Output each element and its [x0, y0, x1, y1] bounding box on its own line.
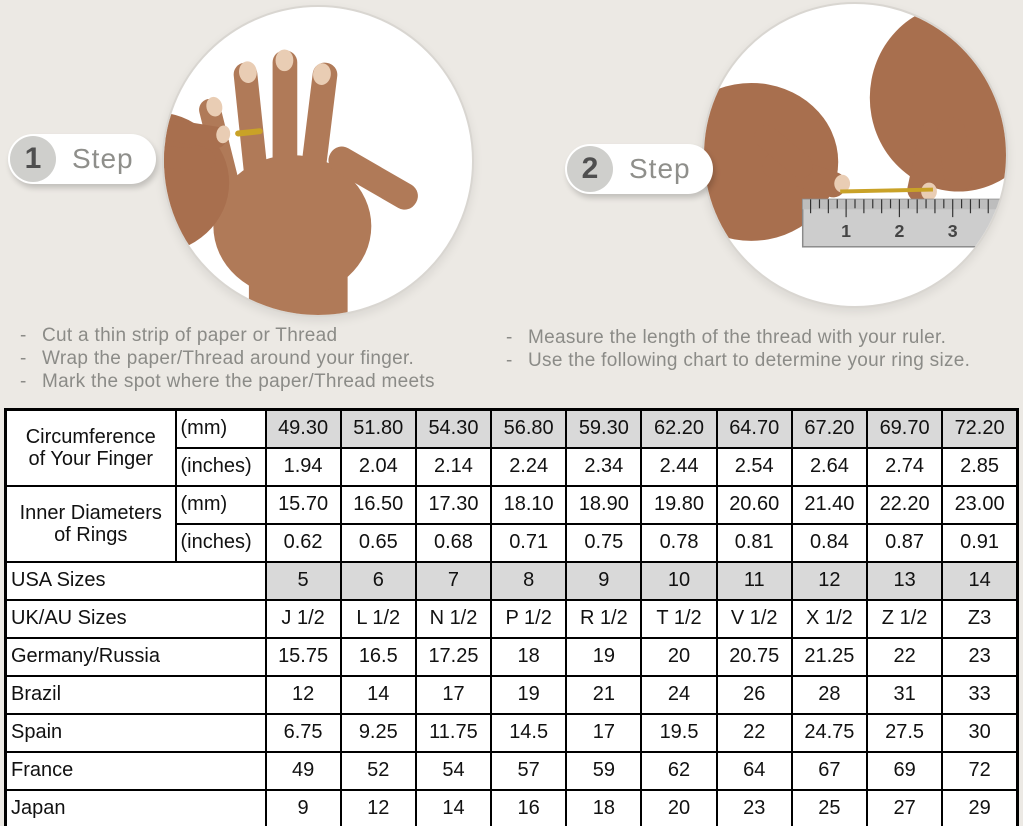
size-value-cell: 15.70: [266, 486, 341, 524]
size-value-cell: 27.5: [867, 714, 942, 752]
size-value-cell: 49: [266, 752, 341, 790]
size-value-cell: 6: [341, 562, 416, 600]
row-group-label-line: Inner Diameters: [19, 501, 162, 524]
size-value-cell: 9: [266, 790, 341, 826]
size-value-cell: 59: [566, 752, 641, 790]
size-value-cell: 2.85: [942, 448, 1017, 486]
size-value-cell: 14: [341, 676, 416, 714]
bullet-dash: -: [20, 348, 27, 369]
size-value-cell: 18: [491, 638, 566, 676]
size-value-cell: 2.34: [566, 448, 641, 486]
size-value-cell: 2.74: [867, 448, 942, 486]
size-value-cell: 13: [867, 562, 942, 600]
size-value-cell: 19.5: [641, 714, 716, 752]
bullet-dash: -: [506, 350, 513, 371]
instructional-header: [0, 0, 1023, 408]
row-label-cell: Japan: [6, 790, 266, 826]
size-value-cell: 0.68: [416, 524, 491, 562]
size-value-cell: 23: [942, 638, 1017, 676]
ruler: [803, 199, 1000, 246]
size-value-cell: 24.75: [792, 714, 867, 752]
row-group-label-line: of Rings: [54, 523, 128, 546]
size-value-cell: 21.25: [792, 638, 867, 676]
size-value-cell: 10: [641, 562, 716, 600]
size-value-cell: 0.75: [566, 524, 641, 562]
size-value-cell: 28: [792, 676, 867, 714]
size-value-cell: 19: [566, 638, 641, 676]
size-value-cell: 0.62: [266, 524, 341, 562]
instruction-text: Measure the length of the thread with your ruler.: [528, 327, 947, 348]
size-value-cell: 0.91: [942, 524, 1017, 562]
step1-number: 1: [10, 136, 56, 182]
size-value-cell: 19: [491, 676, 566, 714]
size-value-cell: 52: [341, 752, 416, 790]
size-value-cell: 9.25: [341, 714, 416, 752]
size-value-cell: 25: [792, 790, 867, 826]
size-value-cell: 23.00: [942, 486, 1017, 524]
size-value-cell: 20: [641, 638, 716, 676]
size-value-cell: 9: [566, 562, 641, 600]
size-value-cell: 19.80: [641, 486, 716, 524]
ruler-number-3: 3: [947, 220, 958, 241]
size-value-cell: 20: [641, 790, 716, 826]
row-label-cell: UK/AU Sizes: [6, 600, 266, 638]
size-value-cell: 1.94: [266, 448, 341, 486]
size-value-cell: 69.70: [867, 410, 942, 448]
size-value-cell: 22: [717, 714, 792, 752]
size-value-cell: 33: [942, 676, 1017, 714]
hand-thread-illustration: [164, 7, 472, 315]
size-value-cell: 0.71: [491, 524, 566, 562]
size-value-cell: 29: [942, 790, 1017, 826]
size-value-cell: 2.04: [341, 448, 416, 486]
table-row: [6, 714, 1018, 752]
unit-cell: (mm): [176, 410, 266, 448]
row-group-label-cell: [6, 410, 176, 486]
table-row: [6, 676, 1018, 714]
size-value-cell: Z 1/2: [867, 600, 942, 638]
size-value-cell: 31: [867, 676, 942, 714]
table-row: [6, 410, 1018, 448]
size-value-cell: P 1/2: [491, 600, 566, 638]
unit-cell: (inches): [176, 448, 266, 486]
size-value-cell: 12: [266, 676, 341, 714]
step2-photo-measuring-with-ruler: [702, 2, 1008, 308]
size-value-cell: 62.20: [641, 410, 716, 448]
size-value-cell: 16.50: [341, 486, 416, 524]
size-value-cell: 17: [416, 676, 491, 714]
size-value-cell: 69: [867, 752, 942, 790]
size-value-cell: 51.80: [341, 410, 416, 448]
size-value-cell: 17: [566, 714, 641, 752]
size-value-cell: 17.25: [416, 638, 491, 676]
ring-size-chart-table: [4, 408, 1019, 826]
table-row: [6, 486, 1018, 524]
size-value-cell: 64.70: [717, 410, 792, 448]
size-value-cell: 0.65: [341, 524, 416, 562]
size-value-cell: 2.14: [416, 448, 491, 486]
instruction-line: [20, 324, 490, 347]
table-row: [6, 562, 1018, 600]
size-value-cell: 56.80: [491, 410, 566, 448]
row-label-cell: Germany/Russia: [6, 638, 266, 676]
size-value-cell: 23: [717, 790, 792, 826]
size-value-cell: 22.20: [867, 486, 942, 524]
row-group-label-cell: [6, 486, 176, 562]
table-row: [6, 638, 1018, 676]
size-value-cell: 2.64: [792, 448, 867, 486]
instruction-text: Mark the spot where the paper/Thread meets: [42, 371, 435, 392]
row-label-cell: France: [6, 752, 266, 790]
size-value-cell: 12: [341, 790, 416, 826]
size-value-cell: 5: [266, 562, 341, 600]
size-value-cell: 11.75: [416, 714, 491, 752]
unit-cell: (inches): [176, 524, 266, 562]
size-value-cell: 14: [416, 790, 491, 826]
size-value-cell: 6.75: [266, 714, 341, 752]
size-value-cell: V 1/2: [717, 600, 792, 638]
size-value-cell: J 1/2: [266, 600, 341, 638]
row-group-label-line: of Your Finger: [28, 447, 154, 470]
size-value-cell: 8: [491, 562, 566, 600]
size-value-cell: 54: [416, 752, 491, 790]
size-value-cell: 2.44: [641, 448, 716, 486]
size-value-cell: 20.75: [717, 638, 792, 676]
size-value-cell: 26: [717, 676, 792, 714]
size-value-cell: Z3: [942, 600, 1017, 638]
unit-cell: (mm): [176, 486, 266, 524]
size-value-cell: 49.30: [266, 410, 341, 448]
size-value-cell: 18.10: [491, 486, 566, 524]
size-value-cell: T 1/2: [641, 600, 716, 638]
row-label-cell: Spain: [6, 714, 266, 752]
size-value-cell: 21: [566, 676, 641, 714]
step1-instructions: [20, 324, 490, 393]
ruler-number-1: 1: [841, 220, 852, 241]
size-value-cell: X 1/2: [792, 600, 867, 638]
step1-badge: [8, 134, 156, 184]
step2-badge: [565, 144, 713, 194]
size-value-cell: L 1/2: [341, 600, 416, 638]
row-label-cell: Brazil: [6, 676, 266, 714]
size-value-cell: 59.30: [566, 410, 641, 448]
size-value-cell: R 1/2: [566, 600, 641, 638]
step2-label: Step: [629, 153, 691, 184]
table-row: [6, 790, 1018, 826]
size-value-cell: 20.60: [717, 486, 792, 524]
size-value-cell: 21.40: [792, 486, 867, 524]
size-value-cell: 2.54: [717, 448, 792, 486]
bullet-dash: -: [506, 327, 513, 348]
step1-photo-hand-with-thread: [162, 5, 474, 317]
step1-label: Step: [72, 143, 134, 174]
size-value-cell: 14: [942, 562, 1017, 600]
size-value-cell: 72.20: [942, 410, 1017, 448]
size-value-cell: 62: [641, 752, 716, 790]
size-value-cell: 18: [566, 790, 641, 826]
size-value-cell: 12: [792, 562, 867, 600]
size-value-cell: 0.81: [717, 524, 792, 562]
size-value-cell: 14.5: [491, 714, 566, 752]
instruction-line: [20, 370, 490, 393]
size-value-cell: 0.78: [641, 524, 716, 562]
size-value-cell: 27: [867, 790, 942, 826]
size-value-cell: 54.30: [416, 410, 491, 448]
bullet-dash: -: [20, 325, 27, 346]
gold-thread: [840, 190, 933, 192]
instruction-line: [506, 349, 1016, 372]
size-value-cell: N 1/2: [416, 600, 491, 638]
ruler-measure-illustration: [704, 4, 1006, 306]
table-row: [6, 752, 1018, 790]
size-value-cell: 22: [867, 638, 942, 676]
row-group-label-line: Circumference: [25, 425, 156, 448]
size-value-cell: 15.75: [266, 638, 341, 676]
size-value-cell: 18.90: [566, 486, 641, 524]
size-value-cell: 0.84: [792, 524, 867, 562]
bullet-dash: -: [20, 371, 27, 392]
size-value-cell: 67: [792, 752, 867, 790]
size-value-cell: 2.24: [491, 448, 566, 486]
size-value-cell: 24: [641, 676, 716, 714]
size-value-cell: 0.87: [867, 524, 942, 562]
size-value-cell: 17.30: [416, 486, 491, 524]
table-row: [6, 600, 1018, 638]
size-value-cell: 7: [416, 562, 491, 600]
size-value-cell: 16: [491, 790, 566, 826]
size-value-cell: 16.5: [341, 638, 416, 676]
instruction-text: Cut a thin strip of paper or Thread: [42, 325, 338, 346]
size-value-cell: 11: [717, 562, 792, 600]
ruler-number-2: 2: [894, 220, 905, 241]
size-value-cell: 57: [491, 752, 566, 790]
instruction-line: [506, 326, 1016, 349]
instruction-line: [20, 347, 490, 370]
instruction-text: Wrap the paper/Thread around your finger.: [42, 348, 415, 369]
instruction-text: Use the following chart to determine your ring size.: [528, 350, 971, 371]
size-value-cell: 30: [942, 714, 1017, 752]
step2-number: 2: [567, 146, 613, 192]
size-value-cell: 67.20: [792, 410, 867, 448]
size-value-cell: 72: [942, 752, 1017, 790]
step2-instructions: [506, 326, 1016, 372]
row-label-cell: USA Sizes: [6, 562, 266, 600]
size-value-cell: 64: [717, 752, 792, 790]
